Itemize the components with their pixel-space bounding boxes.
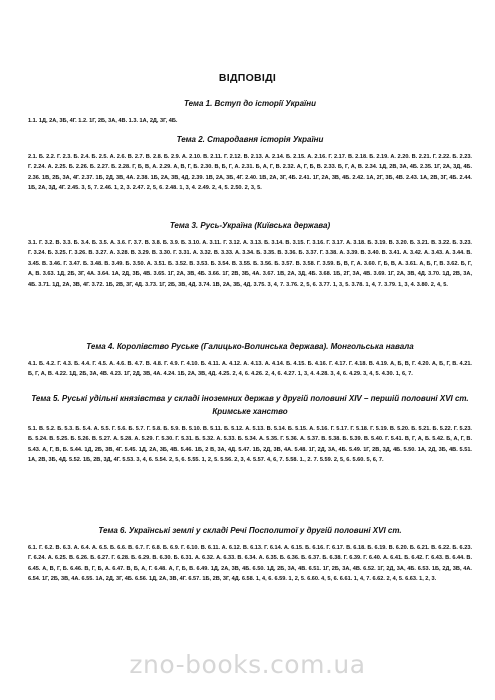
section-answers: 3.1. Г. 3.2. В. 3.3. Б. 3.4. Б. 3.5. А. 3.6. Г. 3.7. В. 3.8. Б. 3.9. Б. 3.10. А. 3.11. Г. 3.12. А. 3.13. Б. 3.14. В. 3.15. Г. 3.16. Г. 3.17. А. 3.18. Б. 3.19. В. 3.20. Б. 3.21. В. 3.22. Б. 3.23. Г. 3.24. Б. 3.25. Г. 3.26. В. 3.27. А. 3.28. В. 3.29. В. 3.30. Г. 3.31. А. 3.32. В. 3.33. А. 3.34. Б. 3.35. В. 3.36. Б. 3.37. Г. 3.38. А. 3.39. В. 3.40. В. 3.41. А. 3.42. А. 3.43. А. 3.44. В. 3.45. В. 3.46. Г. 3.47. Б. 3.48. В. 3.49. Б. 3.50. А. 3.51. Б. 3.52. В. 3.53. Б. 3.54. В. 3.55. Б. 3.56. Б. 3.57. В. 3.58. Г. 3.59. Б, В, Г, А. 3.60. Г, Б, В, А. 3.61. А, Б, Г, В. 3.62. Б, Г, А, В. 3.63. 1Д, 2Б, 3Г, 4А. 3.64. 1А, 2Д, 3Б, 4В. 3.65. 1Г, 2А, 3В, 4Б. 3.66. 1Г, 2В, 3Б, 4А. 3.67. 1В, 2А, 3Д, 4Б. 3.68. 1Б, 2Г, 3А, 4В. 3.69. 1Г, 2А, 3В, 4Д. 3.70. 1Д, 2В, 3А, 4Б. 3.71. 1Д, 2А, 3В, 4Г. 3.72. 1Б, 2В, 3Г, 4Д. 3.73. 1Г, 2Б, 3В, 4Д. 3.74. 1В, 2А, 3Б, 4Д. 3.75. 3, 4, 7. 3.76. 2, 5, 6. 3.77. 1, 3, 5. 3.78. 1, 4, 7. 3.79. 1, 3, 4. 3.80. 2, 4, 5. bbox=[28, 240, 472, 288]
section-heading: Тема 4. Королівство Руське (Галицько-Волинська держава). Монгольська навала bbox=[86, 342, 414, 351]
section-topic-2 bbox=[28, 133, 472, 194]
section-answers: 1.1. 1Д, 2А, 3Б, 4Г. 1.2. 1Г, 2Б, 3А, 4В. 1.3. 1А, 2Д, 3Г, 4Б. bbox=[28, 118, 178, 124]
section-heading: Тема 6. Українські землі у складі Речі Посполитої у другій половині XVI ст. bbox=[98, 526, 402, 535]
section-topic-3 bbox=[28, 219, 472, 290]
section-heading: Тема 2. Стародавня історія України bbox=[176, 135, 324, 144]
section-topic-4 bbox=[28, 340, 472, 380]
page-title: ВІДПОВІДІ bbox=[218, 72, 277, 84]
section-answers: 4.1. Б. 4.2. Г. 4.3. Б. 4.4. Г. 4.5. А. 4.6. В. 4.7. В. 4.8. Г. 4.9. Г. 4.10. Б. 4.11. А. 4.12. А. 4.13. А. 4.14. Б. 4.15. Б. 4.16. Г. 4.17. Г. 4.18. В. 4.19. А, Б, В, Г. 4.20. А, Б, Г, В. 4.21. Б, Г, А, В. 4.22. 1Д, 2Б, 3А, 4В. 4.23. 1Г, 2Д, 3В, 4А. 4.24. 1Б, 2А, 3В, 4Д. 4.25. 2, 4, 6. 4.26. 2, 4, 6. 4.27. 1, 3, 4. 4.28. 3, 4, 6. 4.29. 3, 4, 5. 4.30. 1, 6, 7. bbox=[28, 361, 472, 378]
section-heading: Тема 1. Вступ до історії України bbox=[184, 99, 316, 108]
section-topic-6 bbox=[28, 524, 472, 585]
section-topic-1 bbox=[28, 97, 472, 126]
section-topic-5 bbox=[28, 392, 472, 466]
section-answers: 2.1. Б. 2.2. Г. 2.3. Б. 2.4. Б. 2.5. А. 2.6. В. 2.7. В. 2.8. Б. 2.9. А. 2.10. В. 2.11. Г. 2.12. В. 2.13. А. 2.14. Б. 2.15. А. 2.16. Г. 2.17. В. 2.18. Б. 2.19. А. 2.20. В. 2.21. Г. 2.22. Б. 2.23. Г. 2.24. А. 2.25. Б. 2.26. Б. 2.27. Б. 2.28. Г, Б, В, А. 2.29. А, В, Г, Б. 2.30. В, Б, Г, А. 2.31. Б, А, Г, В. 2.32. А, Г, Б, В. 2.33. Б, Г, А, В. 2.34. 1Д, 2В, 3А, 4Б. 2.35. 1Г, 2А, 3Д, 4Б. 2.36. 1В, 2Б, 3А, 4Г. 2.37. 1Б, 2Д, 3В, 4А. 2.38. 1Б, 2А, 3В, 4Д. 2.39. 1В, 2А, 3Б, 4Г. 2.40. 1В, 2А, 3Г, 4Б. 2.41. 1Г, 2А, 3В, 4Б. 2.42. 1А, 2Г, 3Б, 4В. 2.43. 1А, 2В, 3Г, 4Б. 2.44. 1Б, 2А, 3Д, 4Г. 2.45. 3, 5, 7. 2.46. 1, 2, 3. 2.47. 2, 5, 6. 2.48. 1, 3, 4. 2.49. 2, 4, 5. 2.50. 2, 3, 5. bbox=[28, 154, 472, 192]
section-answers: 5.1. В. 5.2. Б. 5.3. Б. 5.4. А. 5.5. Г. 5.6. Б. 5.7. Г. 5.8. Б. 5.9. В. 5.10. В. 5.11. Б. 5.12. А. 5.13. В. 5.14. Б. 5.15. А. 5.16. Г. 5.17. Г. 5.18. Г. 5.19. В. 5.20. Б. 5.21. Б. 5.22. Г. 5.23. Б. 5.24. В. 5.25. Б. 5.26. В. 5.27. А. 5.28. А. 5.29. Г. 5.30. Г. 5.31. Б. 5.32. А. 5.33. Б. 5.34. А. 5.35. Г. 5.36. А. 5.37. В. 5.38. Б. 5.39. В. 5.40. Г. 5.41. В, Г, А, Б. 5.42. Б, А, Г, В. 5.43. А, Г, В, Б. 5.44. 1Д, 2Б, 3В, 4Г. 5.45. 1Д, 2А, 3Б, 4В. 5.46. 1Б, 2 В, 3А, 4Д. 5.47. 1Б, 2Д, 3В, 4А. 5.48. 1Г, 2Д, 3А, 4Б. 5.49. 1Г, 2В, 3Д, 4Б. 5.50. 1А, 2Д, 3Б, 4В. 5.51. 1А, 2В, 3Б, 4Д. 5.52. 1Б, 2В, 3Д, 4Г. 5.53. 3, 4, 6. 5.54. 2, 5, 6. 5.55. 1, 2, 5. 5.56. 2, 3, 4. 5.57. 4, 6, 7. 5.58. 1., 2. 7. 5.59. 2, 5, 6. 5.60. 5, 6, 7. bbox=[28, 426, 472, 464]
watermark: zno-books.com.ua bbox=[129, 650, 366, 679]
section-heading: Тема 5. Руські удільні князівства у складі іноземних держав у другій половині XIV – першій половині XVI ст. Кримське ханство bbox=[31, 394, 469, 416]
section-heading: Тема 3. Русь-Україна (Київська держава) bbox=[169, 221, 331, 230]
section-answers: 6.1. Г. 6.2. В. 6.3. А. 6.4. А. 6.5. Б. 6.6. В. 6.7. Г. 6.8. Б. 6.9. Г. 6.10. В. 6.11. А. 6.12. В. 6.13. Г. 6.14. А. 6.15. Б. 6.16. Г. 6.17. В. 6.18. Б. 6.19. В. 6.20. Б. 6.21. В. 6.22. Б. 6.23. Г. 6.24. А. 6.25. В. 6.26. Б. 6.27. Г. 6.28. Б. 6.29. В. 6.30. Б. 6.31. А. 6.32. А. 6.33. В. 6.34. А. 6.35. Б. 6.36. Б. 6.37. Б. 6.38. Г. 6.39. Г. 6.40. А. 6.41. Б. 6.42. Г. 6.43. В. 6.44. В. 6.45. А, В, Г, Б. 6.46. В, Г, Б, А. 6.47. В, Б, А, Г. 6.48. А, Г, Б, В. 6.49. 1Д, 2А, 3В, 4Б. 6.50. 1Д, 2Б, 3А, 4В. 6.51. 1Г, 2Б, 3А, 4В. 6.52. 1Г, 2Д, 3А, 4Б. 6.53. 1Б, 2Д, 3В, 4А. 6.54. 1Г, 2Б, 3В, 4А. 6.55. 1А, 2Д, 3Г, 4Б. 6.56. 1Д, 2А, 3В, 4Г. 6.57. 1Б, 2В, 3Г, 4Д. 6.58. 1, 4, 6. 6.59. 1, 2, 5. 6.60. 4, 5, 6. 6.61. 1, 4, 7. 6.62. 2, 4, 5. 6.63. 1, 2, 3. bbox=[28, 545, 472, 583]
